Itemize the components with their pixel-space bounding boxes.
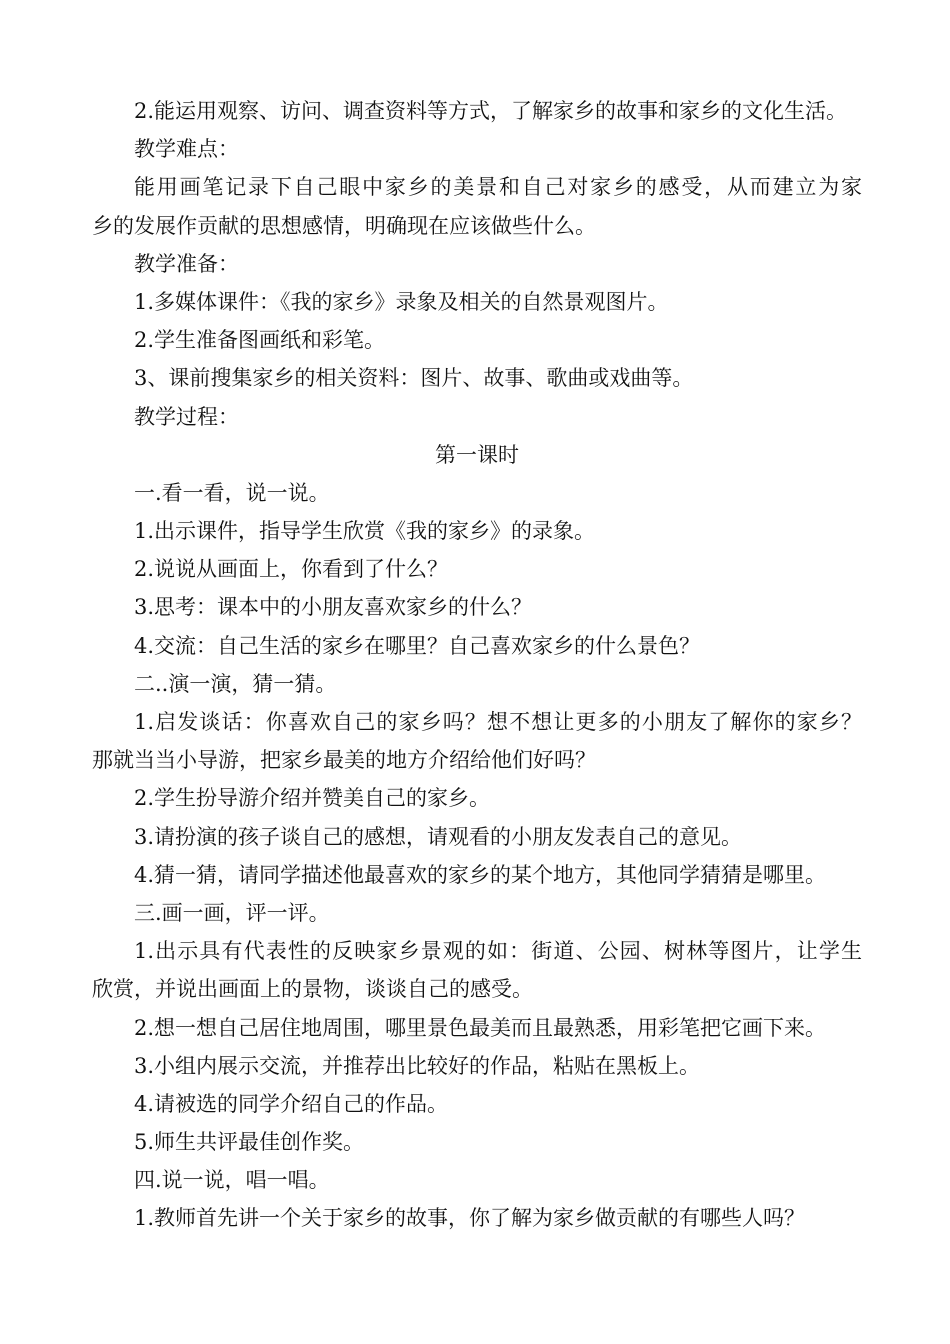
preparation-item-3: 3、课前搜集家乡的相关资料：图片、故事、歌曲或戏曲等。: [134, 366, 694, 391]
section-2-item-1-line-2: 那就当当小导游，把家乡最美的地方介绍给他们好吗？: [92, 748, 596, 773]
preparation-heading: 教学准备：: [134, 251, 239, 276]
section-3-item-4: 4.请被选的同学介绍自己的作品。: [134, 1091, 449, 1116]
preparation-item-1: 1.多媒体课件：《我的家乡》录象及相关的自然景观图片。: [134, 289, 669, 314]
difficulty-heading: 教学难点：: [134, 137, 239, 162]
section-3-heading: 三.画一画，评一评。: [134, 900, 330, 925]
section-1-item-3: 3.思考：课本中的小朋友喜欢家乡的什么？: [134, 595, 533, 620]
process-heading: 教学过程：: [134, 404, 239, 429]
section-4-heading: 四.说一说，唱一唱。: [134, 1168, 330, 1193]
difficulty-text-line-2: 乡的发展作贡献的思想感情，明确现在应该做些什么。: [92, 213, 596, 238]
lesson-title: 第一课时: [435, 442, 519, 467]
section-1-item-1: 1.出示课件，指导学生欣赏《我的家乡》的录象。: [134, 519, 596, 544]
section-1-heading: 一.看一看，说一说。: [134, 480, 330, 505]
section-3-item-3: 3.小组内展示交流，并推荐出比较好的作品，粘贴在黑板上。: [134, 1053, 701, 1078]
section-1-item-4: 4.交流：自己生活的家乡在哪里？自己喜欢家乡的什么景色？: [134, 633, 701, 658]
section-2-heading: 二..演一演，猜一猜。: [134, 671, 337, 696]
section-2-item-2: 2.学生扮导游介绍并赞美自己的家乡。: [134, 786, 491, 811]
document-body: [92, 92, 862, 1238]
section-2-item-3: 3.请扮演的孩子谈自己的感想，请观看的小朋友发表自己的意见。: [134, 824, 743, 849]
section-3-item-1-line-2: 欣赏，并说出画面上的景物，谈谈自己的感受。: [92, 977, 533, 1002]
section-2-item-4: 4.猜一猜，请同学描述他最喜欢的家乡的某个地方，其他同学猜猜是哪里。: [134, 862, 827, 887]
section-3-item-1-line-1: 1.出示具有代表性的反映家乡景观的如：街道、公园、树林等图片，让学生: [134, 939, 862, 964]
section-2-item-1-line-1: 1.启发谈话：你喜欢自己的家乡吗？想不想让更多的小朋友了解你的家乡？: [134, 710, 862, 734]
section-3-item-2: 2.想一想自己居住地周围，哪里景色最美而且最熟悉，用彩笔把它画下来。: [134, 1015, 827, 1040]
objective-2-line: 2.能运用观察、访问、调查资料等方式，了解家乡的故事和家乡的文化生活。: [134, 99, 848, 123]
difficulty-text-line-1: 能用画笔记录下自己眼中家乡的美景和自己对家乡的感受，从而建立为家: [134, 175, 862, 200]
section-3-item-5: 5.师生共评最佳创作奖。: [134, 1130, 365, 1155]
section-1-item-2: 2.说说从画面上，你看到了什么？: [134, 557, 449, 582]
preparation-item-2: 2.学生准备图画纸和彩笔。: [134, 328, 386, 353]
section-4-item-1: 1.教师首先讲一个关于家乡的故事，你了解为家乡做贡献的有哪些人吗？: [134, 1206, 806, 1231]
